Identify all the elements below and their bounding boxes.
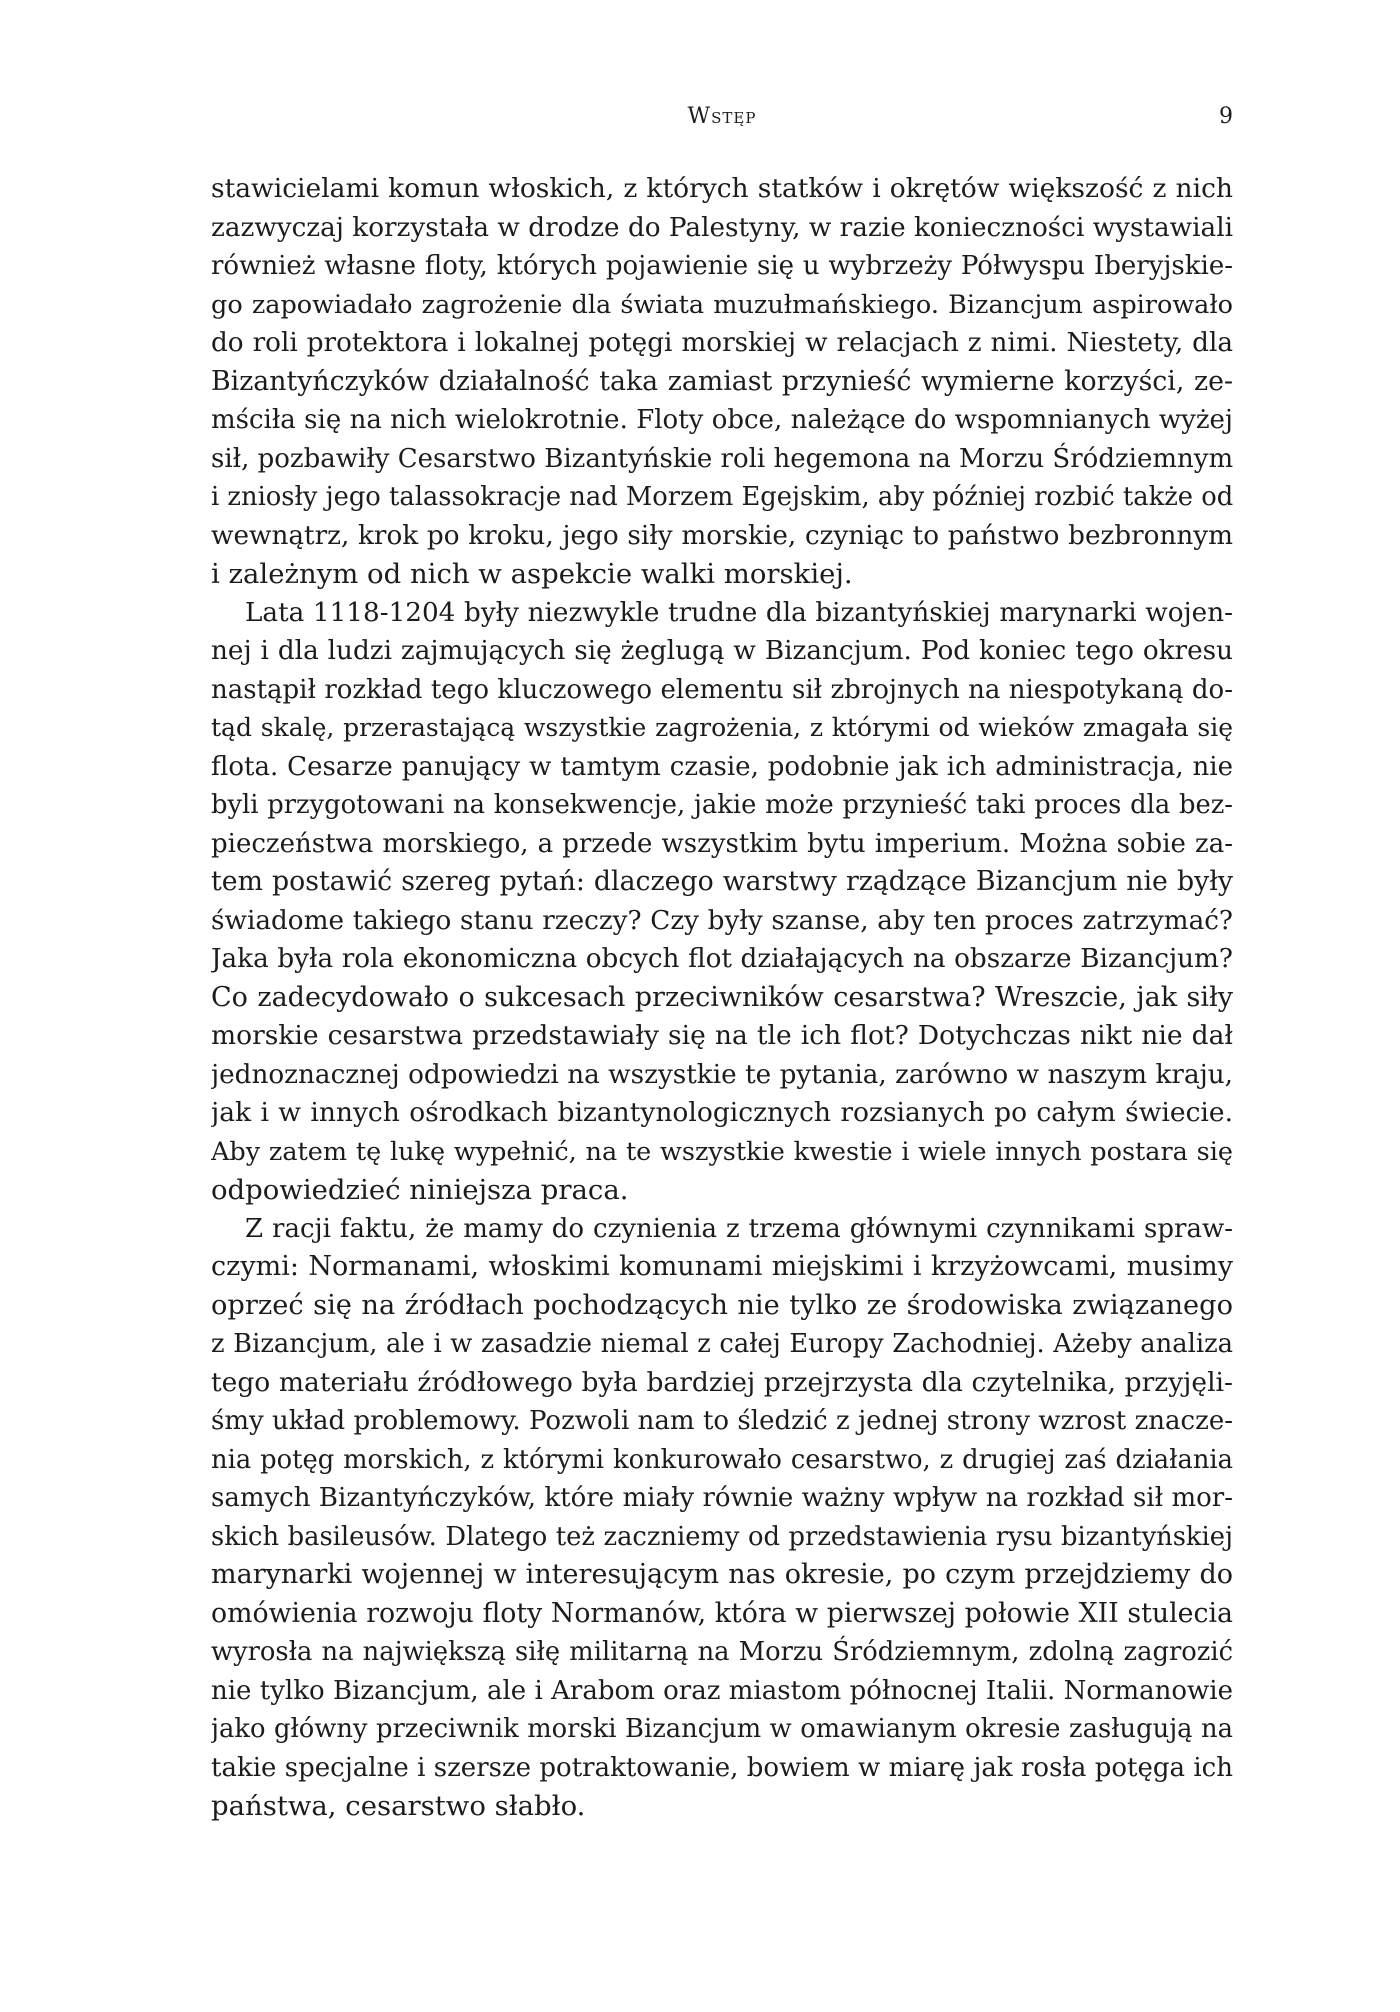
text-line: go zapowiadało zagrożenie dla świata muzułmańskiego. Bizancjum aspirowało	[211, 289, 1233, 320]
text-line: nia potęg morskich, z którymi konkurowało cesarstwo, z drugiej zaś działania	[211, 1444, 1233, 1475]
text-line: zazwyczaj korzystała w drodze do Palestyny, w razie konieczności wystawiali	[211, 212, 1233, 243]
paragraph	[211, 1210, 1233, 1826]
text-line: flota. Cesarze panujący w tamtym czasie, podobnie jak ich administracja, nie	[211, 751, 1233, 782]
text-line: nie tylko Bizancjum, ale i Arabom oraz miastom północnej Italii. Normanowie	[211, 1675, 1233, 1706]
page-number: 9	[1219, 104, 1233, 129]
text-line: wyrosła na największą siłę militarną na Morzu Śródziemnym, zdolną zagrozić	[211, 1637, 1233, 1667]
text-line: tego materiału źródłowego była bardziej przejrzysta dla czytelnika, przyjęli-	[211, 1366, 1233, 1398]
text-line: do roli protektora i lokalnej potęgi morskiej w relacjach z nimi. Niestety, dla	[211, 328, 1233, 358]
text-line: samych Bizantyńczyków, które miały równie ważny wpływ na rozkład sił mor-	[211, 1483, 1233, 1513]
text-line: skich basileusów. Dlatego też zaczniemy od przedstawienia rysu bizantyńskiej	[211, 1521, 1233, 1552]
paragraph	[211, 594, 1233, 1210]
text-line: i zależnym od nich w aspekcie walki morskiej.	[211, 558, 853, 590]
paragraph	[211, 170, 1233, 594]
text-line: takie specjalne i szersze potraktowanie, bowiem w miarę jak rosła potęga ich	[211, 1752, 1233, 1783]
text-line: tem postawić szereg pytań: dlaczego warstwy rządzące Bizancjum nie były	[211, 866, 1233, 897]
text-line: Lata 1118-1204 były niezwykle trudne dla bizantyńskiej marynarki wojen-	[245, 597, 1233, 628]
text-line: marynarki wojennej w interesującym nas okresie, po czym przejdziemy do	[211, 1559, 1233, 1590]
text-line: jako główny przeciwnik morski Bizancjum w omawianym okresie zasługują na	[211, 1714, 1233, 1744]
text-line: z Bizancjum, ale i w zasadzie niemal z całej Europy Zachodniej. Ażeby analiza	[211, 1329, 1233, 1359]
text-line: również własne floty, których pojawienie się u wybrzeży Półwyspu Iberyjskie-	[211, 251, 1233, 281]
text-line: tąd skalę, przerastającą wszystkie zagrożenia, z którymi od wieków zmagała się	[211, 713, 1233, 742]
text-line: Z racji faktu, że mamy do czynienia z trzema głównymi czynnikami spraw-	[245, 1213, 1233, 1244]
text-line: stawicielami komun włoskich, z których statków i okrętów większość z nich	[211, 173, 1233, 204]
text-line: odpowiedzieć niniejsza praca.	[211, 1174, 629, 1206]
text-line: Jaka była rola ekonomiczna obcych flot działających na obszarze Bizancjum?	[211, 944, 1233, 974]
text-line: morskie cesarstwa przedstawiały się na tle ich flot? Dotychczas nikt nie dał	[211, 1020, 1233, 1051]
text-line: pieczeństwa morskiego, a przede wszystkim bytu imperium. Można sobie za-	[211, 828, 1233, 859]
text-line: jak i w innych ośrodkach bizantynologicznych rozsianych po całym świecie.	[211, 1097, 1233, 1128]
text-line: i zniosły jego talassokracje nad Morzem Egejskim, aby później rozbić także od	[211, 482, 1233, 512]
text-line: Bizantyńczyków działalność taka zamiast przynieść wymierne korzyści, ze-	[211, 365, 1233, 397]
text-line: nastąpił rozkład tego kluczowego elementu sił zbrojnych na niespotykaną do-	[211, 674, 1233, 705]
text-line: państwa, cesarstwo słabło.	[211, 1790, 586, 1822]
text-line: Co zadecydowało o sukcesach przeciwników cesarstwa? Wreszcie, jak siły	[211, 981, 1233, 1013]
running-title: Wstęp	[687, 104, 757, 129]
text-line: byli przygotowani na konsekwencje, jakie może przynieść taki proces dla bez-	[211, 790, 1233, 820]
text-line: wewnątrz, krok po kroku, jego siły morskie, czyniąc to państwo bezbronnym	[211, 520, 1233, 551]
text-line: omówienia rozwoju floty Normanów, która w pierwszej połowie XII stulecia	[211, 1597, 1233, 1629]
text-line: sił, pozbawiły Cesarstwo Bizantyńskie roli hegemona na Morzu Śródziemnym	[211, 443, 1233, 474]
text-line: nej i dla ludzi zajmujących się żeglugą w Bizancjum. Pod koniec tego okresu	[211, 636, 1233, 666]
text-line: śmy układ problemowy. Pozwoli nam to śledzić z jednej strony wzrost znacze-	[211, 1406, 1233, 1436]
text-line: oprzeć się na źródłach pochodzących nie tylko ze środowiska związanego	[211, 1289, 1233, 1321]
text-line: jednoznacznej odpowiedzi na wszystkie te pytania, zarówno w naszym kraju,	[211, 1059, 1233, 1090]
running-head	[211, 104, 1233, 140]
text-line: Aby zatem tę lukę wypełnić, na te wszystkie kwestie i wiele innych postara się	[211, 1136, 1233, 1167]
text-line: świadome takiego stanu rzeczy? Czy były szanse, aby ten proces zatrzymać?	[211, 905, 1233, 936]
text-line: czymi: Normanami, włoskimi komunami miejskimi i krzyżowcami, musimy	[211, 1251, 1233, 1282]
text-line: mściła się na nich wielokrotnie. Floty obce, należące do wspomnianych wyżej	[211, 405, 1233, 435]
body-text	[211, 170, 1233, 1826]
